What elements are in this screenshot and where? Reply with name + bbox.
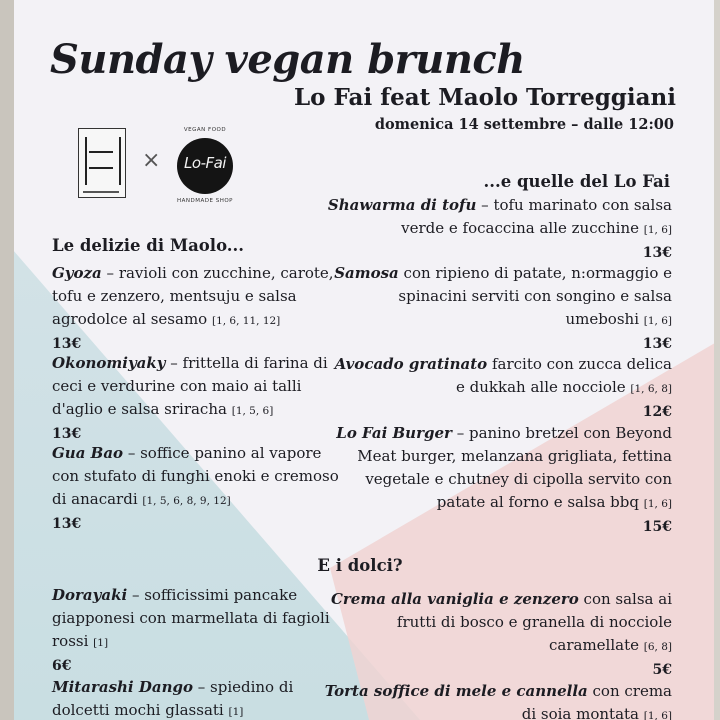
item-name: Samosa bbox=[334, 264, 399, 282]
item-price: 15€ bbox=[642, 519, 672, 535]
lofai-logo-bottom-text: HANDMADE SHOP bbox=[177, 198, 233, 204]
item-price: 13€ bbox=[642, 336, 672, 352]
desserts-heading: E i dolci? bbox=[317, 556, 403, 575]
item-name: Gua Bao bbox=[52, 444, 124, 462]
menu-item-mitarashi-dango bbox=[52, 676, 347, 720]
item-name: Shawarma di tofu bbox=[327, 196, 477, 214]
item-name: Torta soffice di mele e cannella bbox=[324, 682, 588, 700]
item-price: 13€ bbox=[642, 245, 672, 261]
item-name: Lo Fai Burger bbox=[336, 424, 452, 442]
item-description: – frittella di farina di ceci e verdurine con maio ai talli d'aglio e salsa sriracha bbox=[52, 354, 328, 418]
item-allergens: [1, 6, 11, 12] bbox=[211, 315, 281, 327]
item-allergens: [6, 8] bbox=[643, 641, 672, 653]
item-price: 6€ bbox=[52, 658, 72, 674]
collab-separator: × bbox=[142, 148, 161, 173]
menu-item-torta-mele bbox=[322, 680, 672, 720]
item-allergens: [1, 6] bbox=[643, 710, 672, 720]
item-price: 5€ bbox=[652, 662, 672, 678]
paper-edge-right bbox=[714, 0, 720, 720]
maolo-torreggiani-logo bbox=[78, 128, 126, 198]
item-price: 13€ bbox=[52, 336, 82, 352]
item-name: Okonomiyaky bbox=[52, 354, 166, 372]
item-description: farcito con zucca delica e dukkah alle nocciole bbox=[456, 355, 672, 396]
item-allergens: [1, 6] bbox=[643, 315, 672, 327]
item-name: Mitarashi Dango bbox=[52, 678, 193, 696]
item-allergens: [1] bbox=[93, 637, 109, 649]
lofai-logo-text: Lo-Fai bbox=[184, 154, 226, 172]
item-allergens: [1] bbox=[228, 706, 244, 718]
item-description: con crema di soia montata bbox=[521, 682, 672, 720]
lofai-section-heading: ...e quelle del Lo Fai bbox=[483, 172, 670, 191]
menu-item-gua-bao bbox=[52, 442, 347, 536]
menu-item-dorayaki bbox=[52, 584, 347, 678]
item-description: con ripieno di patate, n:ormaggio e spinacini serviti con songino e salsa umeboshi bbox=[398, 264, 672, 328]
menu-item-samosa bbox=[322, 262, 672, 356]
item-allergens: [1, 6] bbox=[643, 498, 672, 510]
menu-title: Sunday vegan brunch bbox=[50, 36, 525, 83]
item-description: – spiedino di dolcetti mochi glassati bbox=[52, 678, 294, 719]
item-description: – soffice panino al vapore con stufato di funghi enoki e cremoso di anacardi bbox=[52, 444, 339, 508]
menu-item-okonomiyaky bbox=[52, 352, 347, 446]
item-name: Dorayaki bbox=[52, 586, 128, 604]
item-allergens: [1, 5, 6, 8, 9, 12] bbox=[142, 495, 231, 507]
item-price: 13€ bbox=[52, 516, 82, 532]
paper-edge-left bbox=[0, 0, 14, 720]
menu-item-lofai-burger bbox=[322, 422, 672, 539]
item-allergens: [1, 6] bbox=[643, 224, 672, 236]
menu-item-crema-vaniglia bbox=[322, 588, 672, 682]
item-description: – sofficissimi pancake giapponesi con marmellata di fagioli rossi bbox=[52, 586, 330, 650]
lofai-logo-top-text: VEGAN FOOD bbox=[183, 127, 227, 133]
item-price: 13€ bbox=[52, 426, 82, 442]
item-description: con salsa ai frutti di bosco e granella di nocciole caramellate bbox=[396, 590, 672, 654]
item-name: Gyoza bbox=[52, 264, 102, 282]
event-date: domenica 14 settembre – dalle 12:00 bbox=[374, 116, 674, 133]
maolo-section-heading: Le delizie di Maolo... bbox=[52, 236, 245, 255]
item-name: Avocado gratinato bbox=[334, 355, 488, 373]
item-name: Crema alla vaniglia e zenzero bbox=[330, 590, 579, 608]
menu-subtitle: Lo Fai feat Maolo Torreggiani bbox=[293, 84, 676, 111]
item-description: – ravioli con zucchine, carote, tofu e zenzero, mentsuju e salsa agrodolce al sesamo bbox=[52, 264, 334, 328]
item-description: – panino bretzel con Beyond Meat burger, melanzana grigliata, fettina vegetale e chutney di cipolla servito con patate al forno e salsa bbq bbox=[357, 424, 672, 511]
lofai-logo bbox=[177, 138, 233, 194]
menu-item-shawarma bbox=[322, 194, 672, 265]
item-price: 12€ bbox=[642, 404, 672, 420]
item-allergens: [1, 6, 8] bbox=[630, 383, 672, 395]
menu-item-gyoza bbox=[52, 262, 347, 356]
menu-item-avocado bbox=[322, 353, 672, 424]
item-allergens: [1, 5, 6] bbox=[231, 405, 274, 417]
item-description: – tofu marinato con salsa verde e focaccina alle zucchine bbox=[401, 196, 672, 237]
